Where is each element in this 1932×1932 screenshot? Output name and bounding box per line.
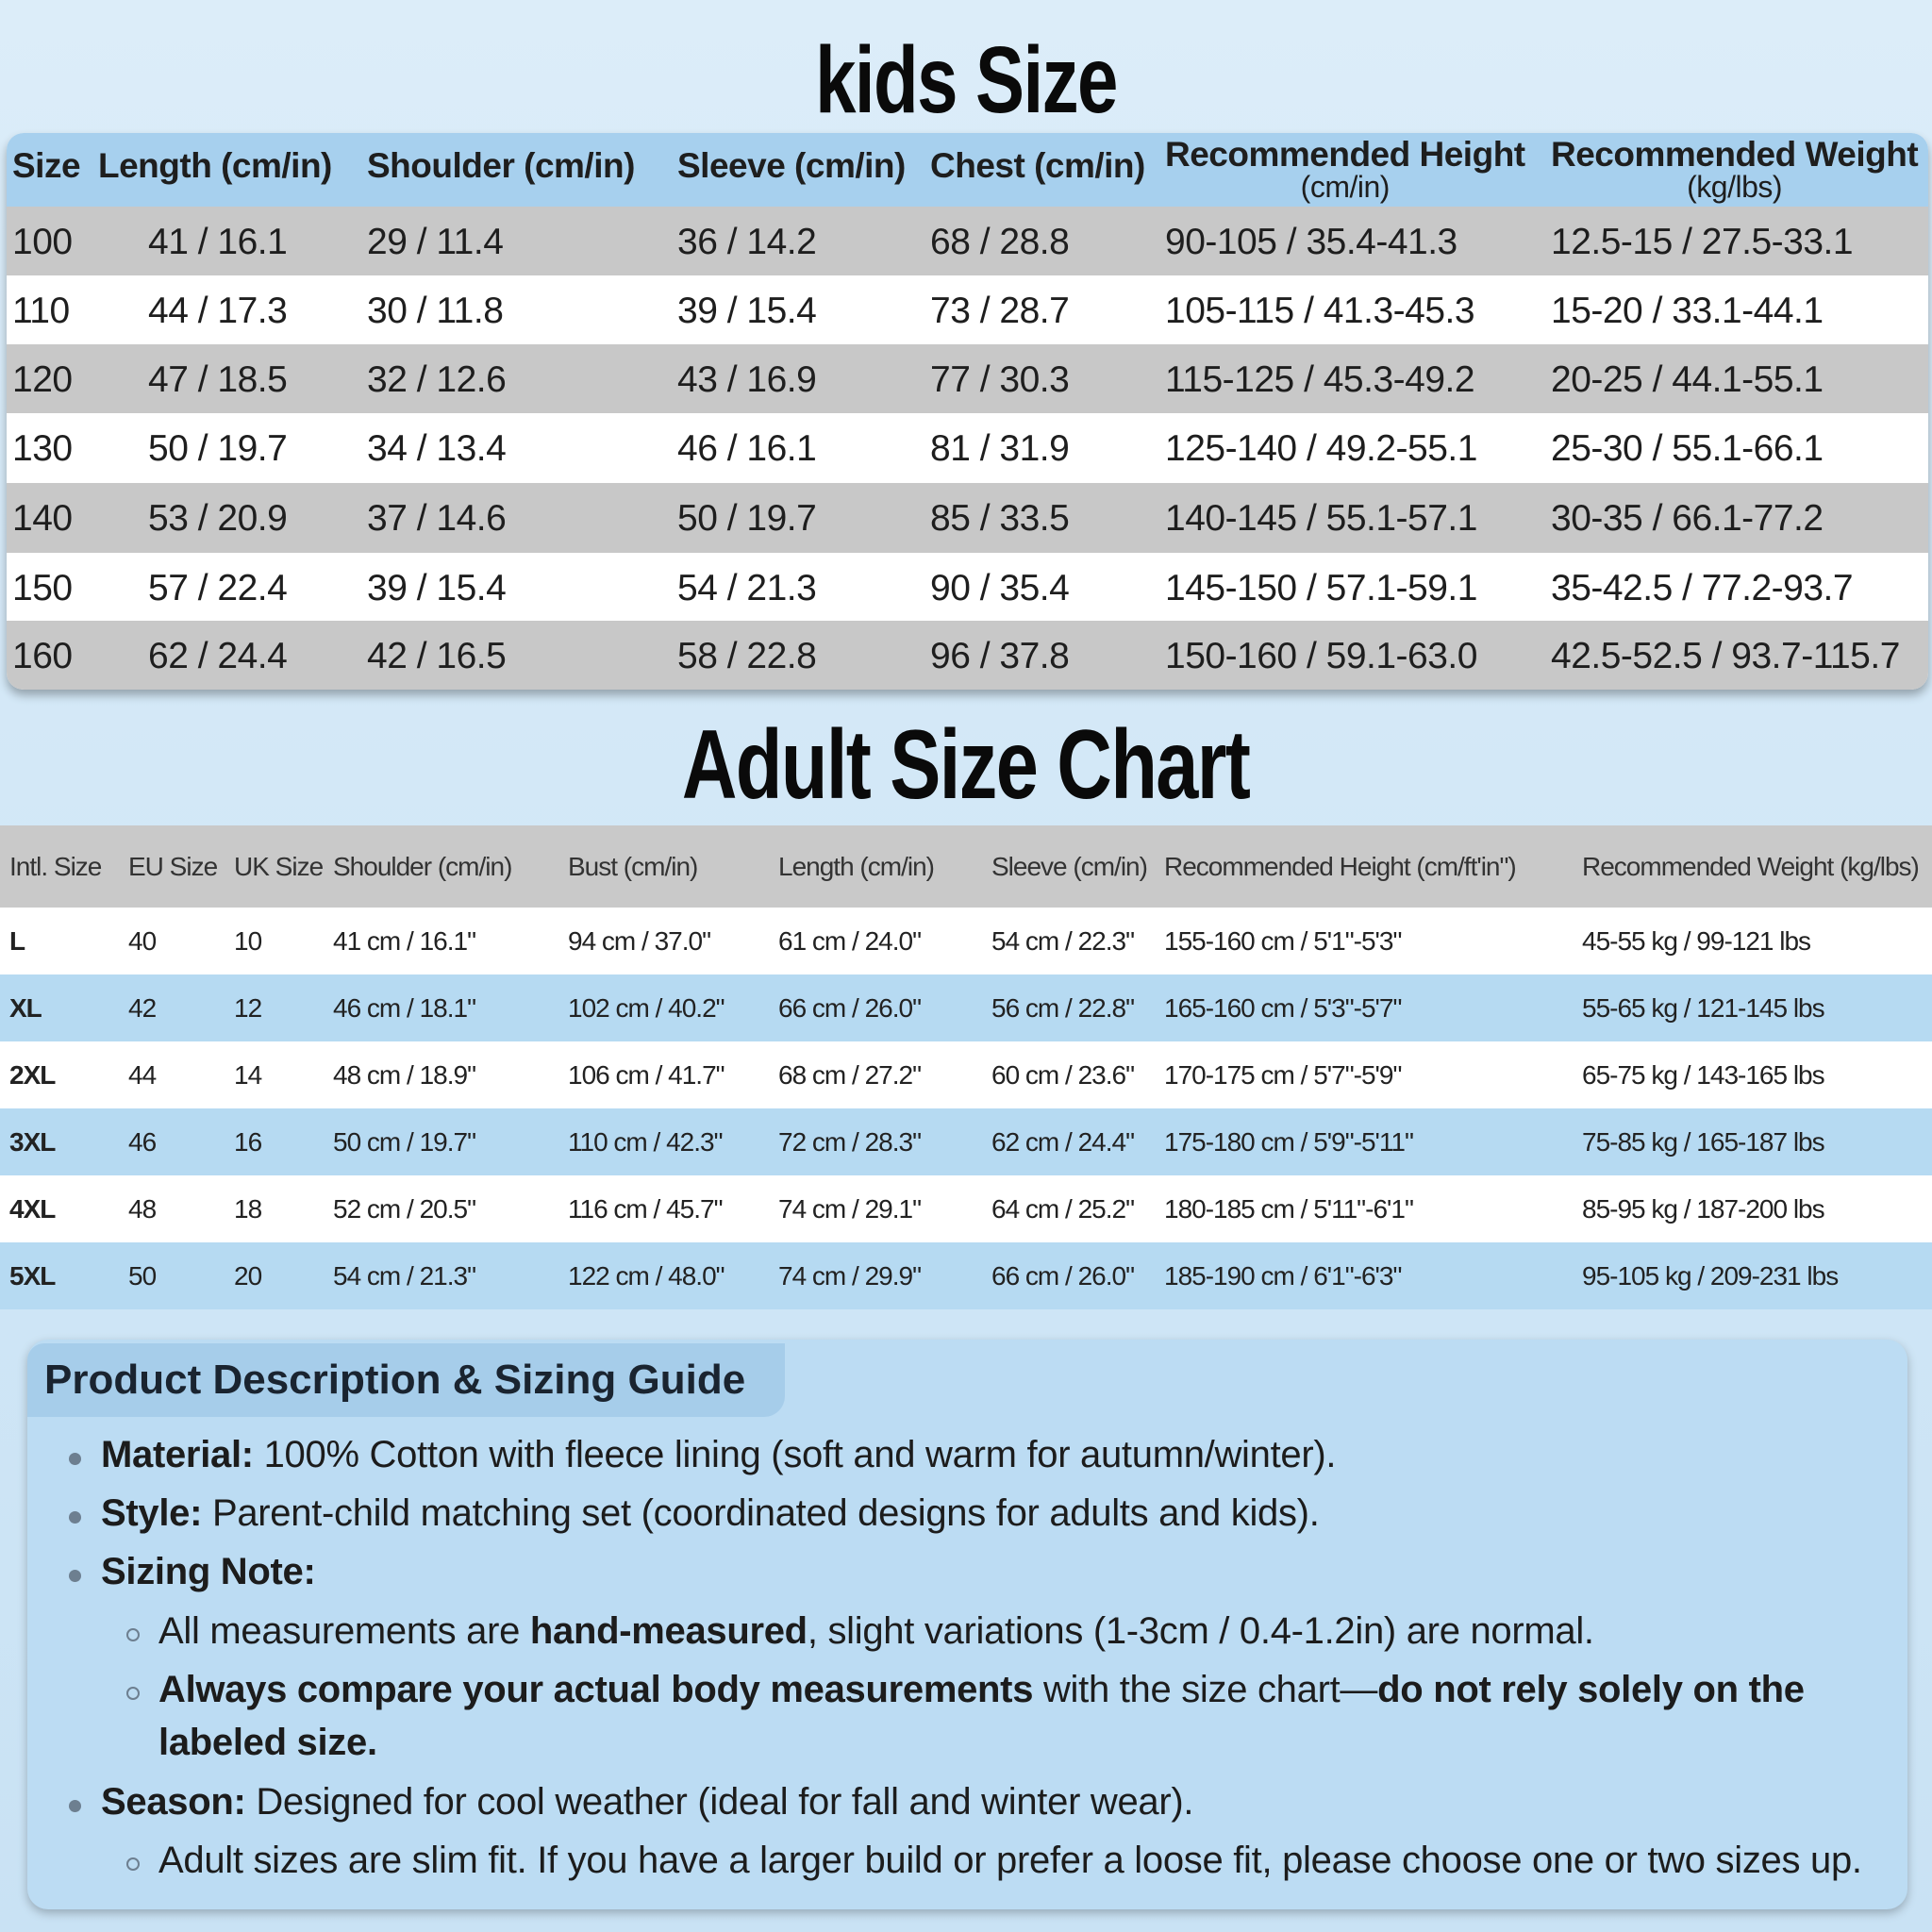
kids-table-row (7, 275, 1928, 344)
text: Designed for cool weather (ideal for fall and winter wear). (245, 1781, 1194, 1823)
adult-header-cell: Recommended Height (cm/ft'in") (1164, 852, 1516, 881)
adult-table-row (0, 1041, 1932, 1108)
description-line (101, 1551, 316, 1593)
adult-table-cell: 12 (234, 993, 262, 1023)
adult-header-cell: EU Size (128, 852, 218, 881)
adult-table-row (0, 974, 1932, 1041)
kids-table-cell: 46 / 16.1 (677, 428, 817, 469)
adult-table-cell: 40 (128, 926, 157, 956)
kids-table-cell: 29 / 11.4 (367, 222, 504, 262)
kids-table-cell: 25-30 / 55.1-66.1 (1551, 428, 1824, 469)
adult-table-cell: 74 cm / 29.1" (778, 1194, 922, 1224)
adult-size-table (0, 825, 1932, 1308)
adult-table-cell: 66 cm / 26.0" (991, 1261, 1135, 1291)
kids-header-label: Sleeve (cm/in) (677, 146, 906, 185)
kids-table-cell: 150 (12, 568, 73, 608)
description-line (158, 1840, 1862, 1882)
kids-table-cell: 110 (12, 291, 70, 331)
kids-table-cell: 12.5-15 / 27.5-33.1 (1551, 222, 1854, 262)
bold-text: Season: (101, 1781, 246, 1823)
kids-table-cell: 44 / 17.3 (148, 291, 288, 331)
text: 100% Cotton with fleece lining (soft and warm for autumn/winter). (253, 1434, 1337, 1475)
adult-table-cell: 55-65 kg / 121-145 lbs (1582, 993, 1824, 1023)
kids-table-cell: 53 / 20.9 (148, 498, 288, 539)
adult-table-cell: 165-160 cm / 5'3"-5'7" (1164, 993, 1402, 1023)
adult-header-cell: Length (cm/in) (778, 852, 934, 881)
adult-table-cell: 52 cm / 20.5" (333, 1194, 476, 1224)
adult-table-cell: 42 (128, 993, 157, 1023)
kids-header-cell (1551, 135, 1919, 204)
kids-table-cell: 54 / 21.3 (677, 568, 817, 608)
adult-table-cell: 175-180 cm / 5'9"-5'11" (1164, 1127, 1413, 1157)
adult-table-cell: 48 cm / 18.9" (333, 1060, 476, 1090)
adult-header-cell: UK Size (234, 852, 324, 881)
adult-table-cell: 56 cm / 22.8" (991, 993, 1135, 1023)
description-title: Product Description & Sizing Guide (44, 1357, 746, 1403)
bold-text: Material: (101, 1434, 254, 1475)
adult-table-row (0, 1242, 1932, 1309)
kids-table-cell: 140 (12, 498, 73, 539)
adult-table-cell: 44 (128, 1060, 157, 1090)
adult-table-cell: 5XL (9, 1261, 56, 1291)
adult-table-cell: 155-160 cm / 5'1"-5'3" (1164, 926, 1402, 956)
kids-header-label: Size (12, 146, 81, 185)
kids-table-cell: 42.5-52.5 / 93.7-115.7 (1551, 636, 1900, 676)
adult-table-row (0, 1108, 1932, 1175)
kids-table-cell: 68 / 28.8 (930, 222, 1070, 262)
adult-table-header (0, 825, 1932, 908)
kids-table-cell: 77 / 30.3 (930, 359, 1070, 400)
adult-table-cell: 16 (234, 1127, 262, 1157)
adult-table-cell: 180-185 cm / 5'11"-6'1" (1164, 1194, 1413, 1224)
kids-header-cell (1165, 135, 1525, 204)
kids-table-cell: 57 / 22.4 (148, 568, 288, 608)
kids-table-cell: 30-35 / 66.1-77.2 (1551, 498, 1824, 539)
bold-text: labeled size. (158, 1722, 377, 1763)
text: , slight variations (1-3cm / 0.4-1.2in) are normal. (807, 1610, 1594, 1652)
kids-table-cell: 115-125 / 45.3-49.2 (1165, 359, 1475, 400)
adult-header-cell: Sleeve (cm/in) (991, 852, 1147, 881)
adult-table-cell: 20 (234, 1261, 262, 1291)
adult-table-cell: 122 cm / 48.0" (568, 1261, 724, 1291)
adult-table-cell: 116 cm / 45.7" (568, 1194, 723, 1224)
bullet-icon (69, 1453, 81, 1465)
kids-table-cell: 32 / 12.6 (367, 359, 507, 400)
adult-header-cell: Shoulder (cm/in) (333, 852, 512, 881)
description-line (101, 1434, 1336, 1476)
description-line (101, 1781, 1193, 1824)
kids-size-table (7, 133, 1928, 690)
adult-header-cell: Bust (cm/in) (568, 852, 698, 881)
kids-table-cell: 62 / 24.4 (148, 636, 288, 676)
kids-table-cell: 90 / 35.4 (930, 568, 1070, 608)
kids-header-label: Chest (cm/in) (930, 146, 1145, 185)
kids-header-label: Recommended Weight (1551, 135, 1919, 174)
adult-table-cell: 94 cm / 37.0" (568, 926, 711, 956)
kids-table-cell: 73 / 28.7 (930, 291, 1070, 331)
kids-table-row (7, 344, 1928, 413)
adult-table-cell: 46 (128, 1127, 157, 1157)
adult-table-cell: 14 (234, 1060, 262, 1090)
adult-table-cell: 64 cm / 25.2" (991, 1194, 1135, 1224)
text: Parent-child matching set (coordinated designs for adults and kids). (202, 1492, 1320, 1534)
product-description-panel (27, 1340, 1907, 1909)
adult-table-cell: 102 cm / 40.2" (568, 993, 724, 1023)
kids-table-cell: 50 / 19.7 (148, 428, 288, 469)
kids-header-unit: (kg/lbs) (1687, 170, 1783, 204)
adult-table-cell: 60 cm / 23.6" (991, 1060, 1135, 1090)
kids-size-title: kids Size (815, 27, 1117, 133)
kids-header-unit: (cm/in) (1300, 170, 1390, 204)
kids-table-cell: 85 / 33.5 (930, 498, 1070, 539)
adult-header-cell: Recommended Weight (kg/lbs) (1582, 852, 1919, 881)
description-line (158, 1669, 1805, 1711)
kids-table-cell: 145-150 / 57.1-59.1 (1165, 568, 1477, 608)
adult-table-cell: 95-105 kg / 209-231 lbs (1582, 1261, 1839, 1291)
adult-table-cell: 54 cm / 21.3" (333, 1261, 476, 1291)
adult-table-cell: 106 cm / 41.7" (568, 1060, 724, 1090)
adult-table-cell: 185-190 cm / 6'1"-6'3" (1164, 1261, 1402, 1291)
kids-table-cell: 96 / 37.8 (930, 636, 1070, 676)
bold-text: Always compare your actual body measurements (158, 1669, 1034, 1710)
kids-table-cell: 36 / 14.2 (677, 222, 817, 262)
kids-header-cell (367, 146, 635, 186)
text: with the size chart— (1033, 1669, 1378, 1710)
adult-table-row (0, 1175, 1932, 1242)
sub-bullet-icon (126, 1687, 140, 1700)
kids-table-cell: 150-160 / 59.1-63.0 (1165, 636, 1477, 676)
kids-table-row (7, 483, 1928, 553)
adult-table-cell: 45-55 kg / 99-121 lbs (1582, 926, 1811, 956)
adult-table-cell: 170-175 cm / 5'7"-5'9" (1164, 1060, 1402, 1090)
kids-table-cell: 43 / 16.9 (677, 359, 817, 400)
kids-header-cell (98, 146, 332, 186)
adult-table-cell: 18 (234, 1194, 262, 1224)
kids-table-cell: 47 / 18.5 (148, 359, 288, 400)
kids-header-cell (930, 146, 1145, 186)
bullet-icon (69, 1570, 81, 1582)
kids-table-cell: 39 / 15.4 (677, 291, 817, 331)
adult-table-cell: 41 cm / 16.1" (333, 926, 476, 956)
kids-table-header (7, 133, 1928, 207)
kids-table-cell: 105-115 / 41.3-45.3 (1165, 291, 1475, 331)
adult-table-cell: 85-95 kg / 187-200 lbs (1582, 1194, 1824, 1224)
adult-table-cell: 48 (128, 1194, 157, 1224)
kids-table-cell: 140-145 / 55.1-57.1 (1165, 498, 1477, 539)
adult-table-cell: 72 cm / 28.3" (778, 1127, 922, 1157)
kids-table-cell: 20-25 / 44.1-55.1 (1551, 359, 1824, 400)
adult-table-cell: 3XL (9, 1127, 56, 1157)
adult-table-cell: 74 cm / 29.9" (778, 1261, 922, 1291)
kids-header-label: Recommended Height (1165, 135, 1525, 174)
kids-header-label: Shoulder (cm/in) (367, 146, 635, 185)
kids-table-cell: 42 / 16.5 (367, 636, 507, 676)
adult-table-cell: 46 cm / 18.1" (333, 993, 476, 1023)
kids-table-row (7, 621, 1928, 690)
adult-size-title: Adult Size Chart (682, 710, 1250, 820)
adult-table-cell: 50 cm / 19.7" (333, 1127, 476, 1157)
adult-table-cell: 75-85 kg / 165-187 lbs (1582, 1127, 1824, 1157)
kids-table-cell: 100 (12, 222, 73, 262)
adult-header-cell: Intl. Size (9, 852, 102, 881)
adult-table-cell: 54 cm / 22.3" (991, 926, 1135, 956)
adult-table-row (0, 908, 1932, 974)
kids-table-cell: 125-140 / 49.2-55.1 (1165, 428, 1477, 469)
description-line (158, 1722, 377, 1764)
adult-table-cell: XL (9, 993, 42, 1023)
text: All measurements are (158, 1610, 530, 1652)
kids-table-cell: 39 / 15.4 (367, 568, 507, 608)
bold-text: Sizing Note: (101, 1551, 316, 1592)
adult-table-cell: 10 (234, 926, 262, 956)
kids-table-cell: 50 / 19.7 (677, 498, 817, 539)
bold-text: do not rely solely on the (1377, 1669, 1805, 1710)
bullet-icon (69, 1800, 81, 1812)
sub-bullet-icon (126, 1628, 140, 1641)
description-line (158, 1610, 1594, 1653)
kids-table-cell: 90-105 / 35.4-41.3 (1165, 222, 1457, 262)
kids-table-cell: 35-42.5 / 77.2-93.7 (1551, 568, 1854, 608)
adult-table-cell: 62 cm / 24.4" (991, 1127, 1135, 1157)
sub-bullet-icon (126, 1857, 140, 1871)
bold-text: hand-measured (529, 1610, 808, 1652)
adult-table-cell: 2XL (9, 1060, 56, 1090)
kids-table-cell: 160 (12, 636, 73, 676)
kids-table-cell: 130 (12, 428, 73, 469)
kids-table-cell: 81 / 31.9 (930, 428, 1070, 469)
kids-header-cell (12, 146, 80, 186)
adult-table-cell: 66 cm / 26.0" (778, 993, 922, 1023)
kids-table-row (7, 553, 1928, 621)
kids-table-cell: 41 / 16.1 (148, 222, 288, 262)
adult-table-cell: 110 cm / 42.3" (568, 1127, 723, 1157)
kids-table-cell: 120 (12, 359, 73, 400)
kids-table-cell: 34 / 13.4 (367, 428, 507, 469)
bullet-icon (69, 1511, 81, 1524)
kids-table-row (7, 413, 1928, 483)
adult-table-cell: L (9, 926, 25, 956)
kids-header-cell (677, 146, 906, 186)
kids-table-cell: 30 / 11.8 (367, 291, 504, 331)
adult-table-cell: 65-75 kg / 143-165 lbs (1582, 1060, 1824, 1090)
description-line (101, 1492, 1320, 1535)
kids-table-row (7, 207, 1928, 275)
text: Adult sizes are slim fit. If you have a larger build or prefer a loose fit, please choose one or two sizes up. (158, 1840, 1862, 1881)
kids-table-cell: 58 / 22.8 (677, 636, 817, 676)
adult-table-cell: 4XL (9, 1194, 56, 1224)
adult-table-cell: 68 cm / 27.2" (778, 1060, 922, 1090)
adult-table-cell: 61 cm / 24.0" (778, 926, 922, 956)
adult-table-cell: 50 (128, 1261, 157, 1291)
kids-table-cell: 15-20 / 33.1-44.1 (1551, 291, 1824, 331)
kids-table-cell: 37 / 14.6 (367, 498, 507, 539)
kids-header-label: Length (cm/in) (98, 146, 332, 185)
bold-text: Style: (101, 1492, 203, 1534)
description-title-tab (27, 1343, 785, 1417)
